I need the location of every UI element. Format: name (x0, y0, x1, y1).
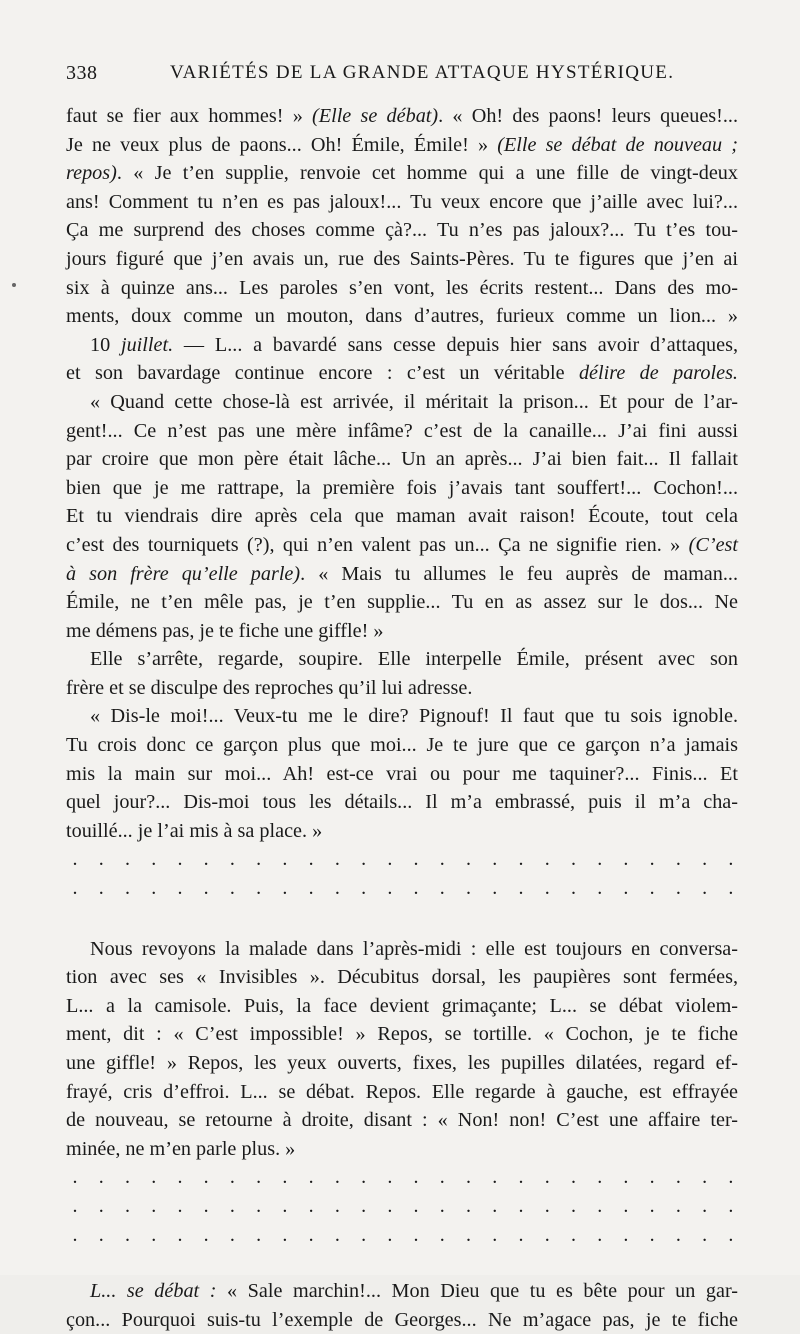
paper-speck (12, 283, 16, 287)
text-line: à son frère qu’elle parle). « Mais tu allumes le feu auprès de maman... (66, 562, 739, 585)
text-line: mis la main sur moi... Ah! est-ce vrai ou pour me taquiner?... Finis... Et (66, 762, 738, 785)
ellipsis-row: . . . . . . . . . . . . . . . . . . . . . . . . . . (72, 1223, 734, 1246)
text-line: de nouveau, se retourne à droite, disant : « Non! non! C’est une affaire ter- (66, 1109, 738, 1132)
text-line: ment, dit : « C’est impossible! » Repos, se tortille. « Cochon, je te fiche (66, 1023, 738, 1046)
text-line: L... se débat : « Sale marchin!... Mon Dieu que tu es bête pour un gar- (90, 1280, 738, 1303)
text-line: quel jour?... Dis-moi tous les détails... Il m’a embrassé, puis il m’a cha- (66, 791, 738, 814)
text-line: une giffle! » Repos, les yeux ouverts, fixes, les pupilles dilatées, regard ef- (66, 1052, 738, 1074)
text-line: çon... Pourquoi suis-tu l’exemple de Georges... Ne m’agace pas, je te fiche (66, 1308, 738, 1331)
text-line: gent!... Ce n’est pas une mère infâme? c’est de la canaille... J’ai fini aussi (66, 419, 738, 442)
text-line: « Quand cette chose-là est arrivée, il méritait la prison... Et pour de l’ar- (90, 390, 738, 413)
text-line: Nous revoyons la malade dans l’après-midi : elle est toujours en conversa- (90, 937, 738, 960)
page-body (66, 102, 738, 1334)
text-line: minée, ne m’en parle plus. » (66, 1137, 296, 1160)
text-line: repos). « Je t’en supplie, renvoie cet homme qui a une fille de vingt-deux (66, 162, 738, 185)
section-gap (66, 903, 738, 935)
ellipsis-row: . . . . . . . . . . . . . . . . . . . . . . . . . . (72, 848, 734, 871)
text-line: Elle s’arrête, regarde, soupire. Elle interpelle Émile, présent avec son (90, 648, 738, 671)
text-line: Tu crois donc ce garçon plus que moi... Je te jure que ce garçon n’a jamais (66, 734, 738, 757)
ellipsis-row: . . . . . . . . . . . . . . . . . . . . . . . . . . (72, 877, 734, 900)
text-line: Émile, ne t’en mêle pas, je t’en supplie... Tu en as assez sur le dos... Ne (66, 591, 738, 614)
text-line: frère et se disculpe des reproches qu’il lui adresse. (66, 676, 473, 699)
text-line: Je ne veux plus de paons... Oh! Émile, Émile! » (Elle se débat de nouveau ; (66, 133, 738, 156)
text-line: bien que je me rattrape, la première fois j’avais tant souffert!... Cochon!... (66, 476, 738, 499)
text-line: L... a la camisole. Puis, la face devient grimaçante; L... se débat violem- (66, 994, 738, 1017)
running-head: VARIÉTÉS DE LA GRANDE ATTAQUE HYSTÉRIQUE. (170, 62, 675, 83)
text-line: six à quinze ans... Les paroles s’en vont, les écrits restent... Dans des mo- (66, 276, 738, 299)
text-line: jours figuré que j’en avais un, rue des Saints-Pères. Tu te figures que j’en ai (66, 247, 738, 270)
text-line: « Dis-le moi!... Veux-tu me le dire? Pignouf! Il faut que tu sois ignoble. (90, 705, 738, 728)
text-line: ments, doux comme un mouton, dans d’autres, furieux comme un lion... » (66, 305, 738, 328)
text-line: tion avec ses « Invisibles ». Décubitus dorsal, les paupières sont fermées, (66, 966, 738, 989)
text-line: Et tu viendrais dire après cela que maman avait raison! Écoute, tout cela (66, 505, 738, 528)
ellipsis-row: . . . . . . . . . . . . . . . . . . . . . . . . . . (72, 1166, 734, 1189)
text-line: par croire que mon père était lâche... Un an après... J’ai bien fait... Il fallait (66, 448, 738, 471)
text-line: ans! Comment tu n’en es pas jaloux!... Tu veux encore que j’aille avec lui?... (66, 190, 738, 213)
text-line: faut se fier aux hommes! » (Elle se débat). « Oh! des paons! leurs queues!... (66, 105, 739, 127)
text-line: c’est des tourniquets (?), qui n’en valent pas un... Ça ne signifie rien. » (C’est (66, 533, 738, 556)
section-gap (66, 1249, 738, 1277)
ellipsis-row: . . . . . . . . . . . . . . . . . . . . . . . . . . (72, 1194, 734, 1217)
text-line: 10 juillet. — L... a bavardé sans cesse depuis hier sans avoir d’attaques, (90, 333, 738, 356)
page-number: 338 (66, 62, 98, 84)
text-line: touillé... je l’ai mis à sa place. » (66, 819, 323, 842)
text-line: et son bavardage continue encore : c’est un véritable délire de paroles. (66, 362, 738, 385)
text-line: me démens pas, je te fiche une giffle! » (66, 619, 384, 642)
page-header (66, 62, 740, 92)
text-line: frayé, cris d’effroi. L... se débat. Repos. Elle regarde à gauche, est effrayée (66, 1080, 738, 1103)
text-line: Ça me surprend des choses comme çà?... Tu n’es pas jaloux?... Tu t’es tou- (66, 219, 738, 242)
